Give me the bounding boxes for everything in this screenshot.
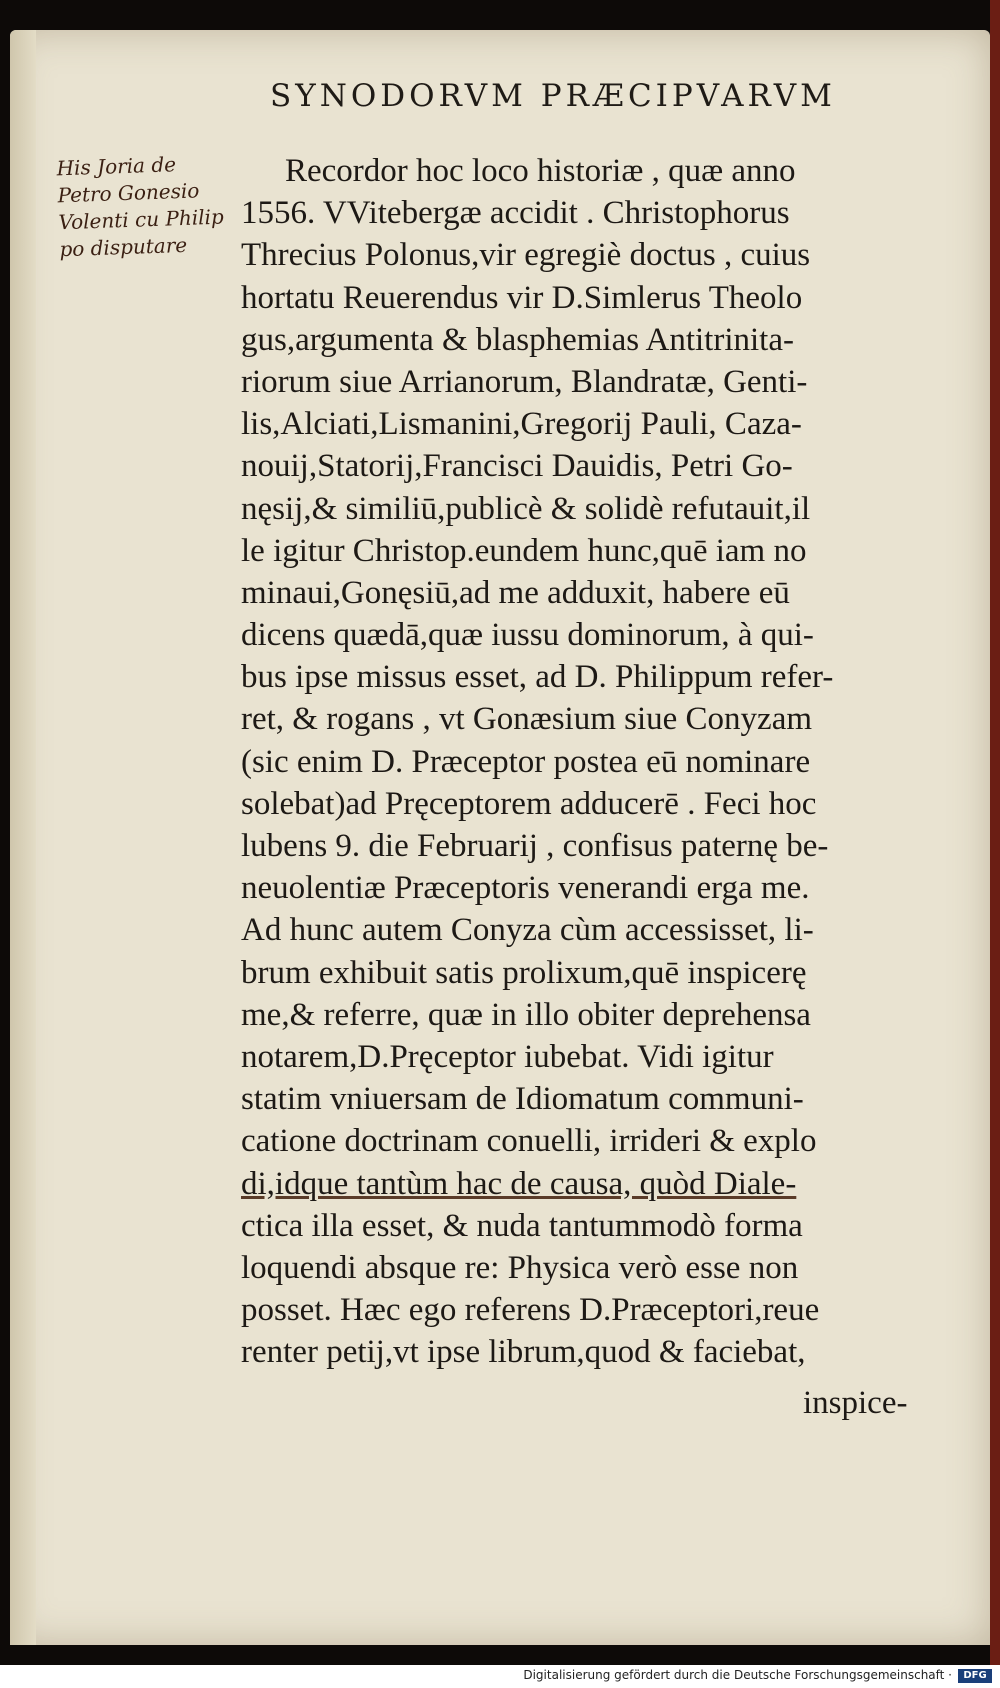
text-line: Recordor hoc loco historiæ , quæ anno (285, 153, 796, 189)
text-line: Ad hunc autem Conyza cùm accessisset, li- (241, 912, 814, 949)
text-line: brum exhibuit satis prolixum,quē inspicerę (241, 954, 807, 991)
text-line: dicens quædā,quæ iussu dominorum, à qui- (241, 617, 814, 654)
text-line: notarem,D.Pręceptor iubebat. Vidi igitur (241, 1038, 774, 1075)
handwritten-margin-note (56, 149, 250, 264)
text-line: riorum siue Arrianorum, Blandratæ, Genti- (241, 363, 808, 400)
margin-note-line: Petro Gonesio (57, 178, 200, 208)
text-line: neuolentiæ Præceptoris venerandi erga me. (241, 870, 810, 907)
text-line: gus,argumenta & blasphemias Antitrinita- (241, 321, 794, 358)
catchword: inspice- (803, 1385, 908, 1421)
text-line: 1556. VVitebergæ accidit . Christophorus (241, 195, 790, 232)
margin-note-line: His Joria de (56, 152, 177, 181)
text-line: minaui,Gonęsiū,ad me adduxit, habere eū (241, 574, 790, 611)
text-line: le igitur Christop.eundem hunc,quē iam no (241, 532, 807, 569)
running-head: SYNODORVM PRÆCIPVARVM (270, 78, 836, 114)
text-line: ret, & rogans , vt Gonæsium siue Conyzam (241, 701, 813, 738)
body-text (241, 150, 941, 1373)
footer-bar (0, 1665, 1000, 1688)
text-line-underlined: di,idque tantùm hac de causa, quòd Diale- (241, 1165, 797, 1202)
book-edge (990, 0, 1000, 1665)
text-line: lis,Alciati,Lismanini,Gregorij Pauli, Caza- (241, 406, 802, 443)
text-line: loquendi absque re: Physica verò esse non (241, 1249, 799, 1286)
page-gutter (10, 30, 36, 1645)
text-line: nouij,Statorij,Francisci Dauidis, Petri Go- (241, 448, 793, 485)
text-line: posset. Hæc ego referens D.Præceptori,reue (241, 1292, 820, 1329)
text-line: ctica illa esset, & nuda tantummodò forma (241, 1207, 803, 1244)
text-line: solebat)ad Pręceptorem adducerē . Feci hoc (241, 785, 817, 822)
dfg-logo-icon: DFG (958, 1669, 992, 1683)
text-line: hortatu Reuerendus vir D.Simlerus Theolo (241, 279, 803, 316)
text-line: catione doctrinam conuelli, irrideri & explo (241, 1123, 817, 1160)
text-line: Threcius Polonus,vir egregiè doctus , cuius (241, 237, 811, 274)
text-line: statim vniuersam de Idiomatum communi- (241, 1081, 804, 1118)
margin-note-line: po disputare (59, 232, 188, 262)
text-line: me,& referre, quæ in illo obiter deprehensa (241, 996, 811, 1033)
text-line: bus ipse missus esset, ad D. Philippum refer- (241, 659, 834, 696)
text-line: renter petij,vt ipse librum,quod & faciebat, (241, 1334, 806, 1371)
text-line: (sic enim D. Præceptor postea eū nominare (241, 743, 811, 780)
funding-credit: Digitalisierung gefördert durch die Deutsche Forschungsgemeinschaft · (523, 1668, 952, 1682)
text-line: nęsij,& similiū,publicè & solidè refutauit,il (241, 490, 811, 527)
margin-note-line: Volenti cu Philip (58, 204, 225, 235)
text-line: lubens 9. die Februarij , confisus paternę be- (241, 828, 829, 864)
